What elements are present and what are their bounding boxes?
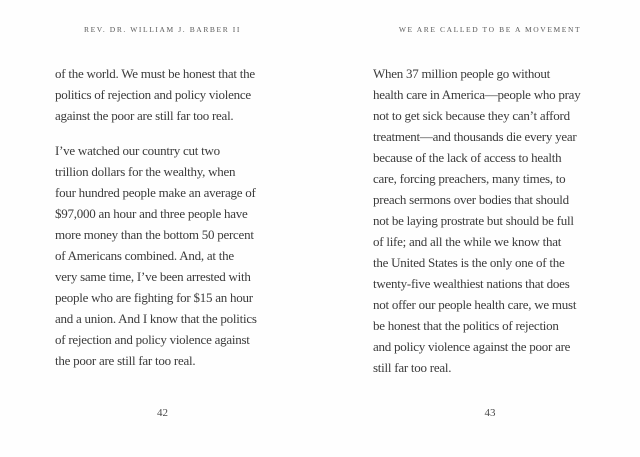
right-page-text	[373, 63, 607, 378]
text-line: care, forcing preachers, many times, to	[373, 171, 566, 186]
text-line: and policy violence against the poor are	[373, 339, 571, 354]
paragraph	[55, 63, 270, 126]
right-page	[320, 0, 640, 457]
text-line: politics of rejection and policy violence	[55, 87, 251, 102]
left-page-text	[55, 63, 270, 371]
text-line: more money than the bottom 50 percent	[55, 227, 254, 242]
text-line: twenty-five wealthiest nations that does	[373, 276, 570, 291]
text-line: the poor are still far too real.	[55, 353, 196, 368]
text-line: When 37 million people go without	[373, 66, 550, 81]
text-line: I’ve watched our country cut two	[55, 143, 220, 158]
text-line: four hundred people make an average of	[55, 185, 256, 200]
text-line: and a union. And I know that the politics	[55, 311, 257, 326]
text-line: of the world. We must be honest that the	[55, 66, 255, 81]
text-line: trillion dollars for the wealthy, when	[55, 164, 236, 179]
right-running-header: WE ARE CALLED TO BE A MOVEMENT	[398, 25, 582, 34]
text-line: because of the lack of access to health	[373, 150, 562, 165]
left-page-number: 42	[157, 407, 168, 419]
paragraph	[55, 140, 270, 371]
text-line: against the poor are still far too real.	[55, 108, 234, 123]
text-line: of life; and all the while we know that	[373, 234, 562, 249]
text-line: people who are fighting for $15 an hour	[55, 290, 253, 305]
text-line: be honest that the politics of rejection	[373, 318, 559, 333]
right-page-number: 43	[484, 407, 496, 419]
text-line: $97,000 an hour and three people have	[55, 206, 248, 221]
text-line: preach sermons over bodies that should	[373, 192, 569, 207]
text-line: the United States is the only one of the	[373, 255, 565, 270]
text-line: not be laying prostrate but should be full	[373, 213, 574, 228]
text-line: very same time, I’ve been arrested with	[55, 269, 251, 284]
text-line: not to get sick because they can’t afford	[373, 108, 570, 123]
text-line: still far too real.	[373, 360, 452, 375]
text-line: of Americans combined. And, at the	[55, 248, 234, 263]
text-line: health care in America—people who pray	[373, 87, 581, 102]
text-line: treatment—and thousands die every year	[373, 129, 577, 144]
text-line: not offer our people health care, we must	[373, 297, 577, 312]
paragraph	[373, 63, 607, 378]
left-running-header: REV. DR. WILLIAM J. BARBER II	[84, 25, 241, 34]
text-line: of rejection and policy violence against	[55, 332, 250, 347]
